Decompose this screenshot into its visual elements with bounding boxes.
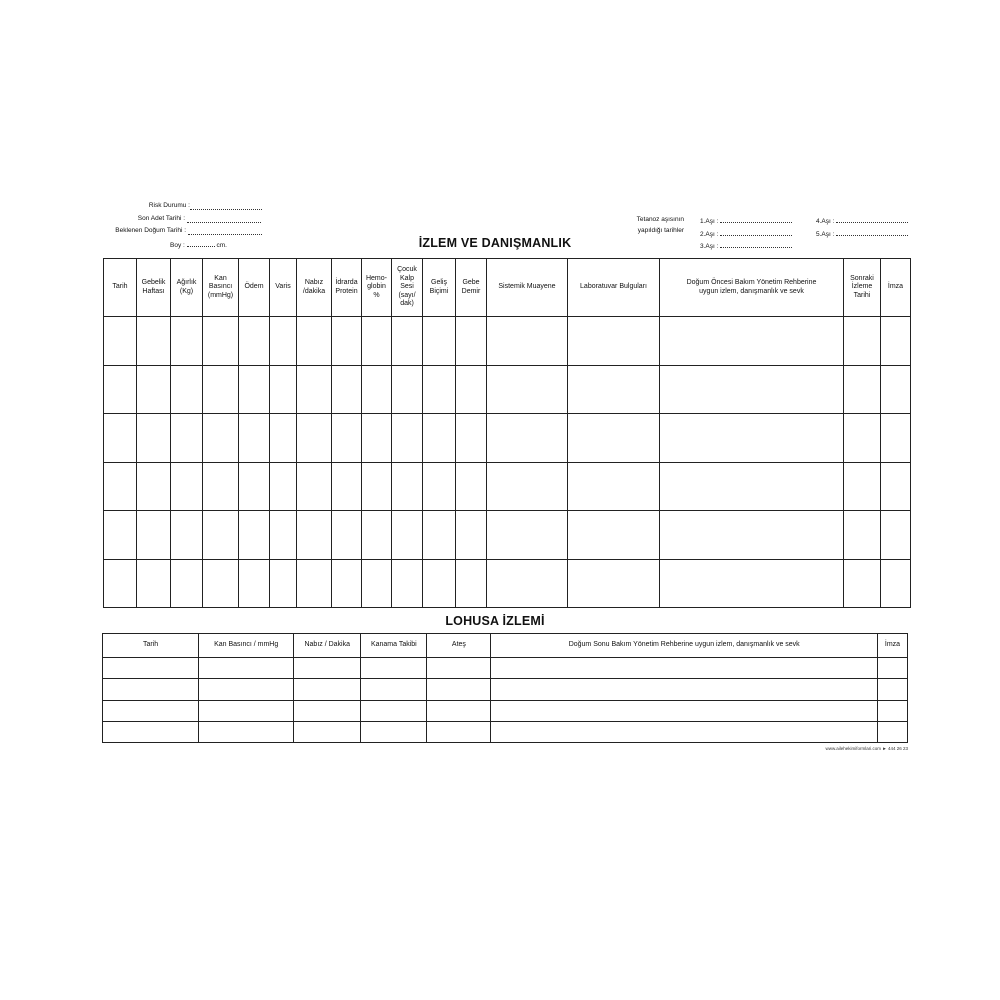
monitoring-cell[interactable] [423,414,456,463]
monitoring-cell[interactable] [487,511,568,560]
postpartum-cell[interactable] [361,721,427,742]
monitoring-cell[interactable] [487,559,568,608]
dose5-label: 5.Aşı : [816,231,835,238]
monitoring-cell[interactable] [297,462,332,511]
last-period-field [100,215,185,223]
monitoring-cell[interactable] [392,365,423,414]
postpartum-cell[interactable] [294,700,361,721]
postpartum-cell[interactable] [103,658,199,679]
monitoring-col-header-line: Ağırlık [176,279,197,286]
monitoring-col-header-line: Haftası [142,287,165,295]
monitoring-cell[interactable] [660,365,844,414]
monitoring-col-header-line: Gebelik [141,279,166,286]
monitoring-cell[interactable] [137,511,171,560]
monitoring-row [104,559,911,608]
postpartum-body [103,658,908,743]
monitoring-cell[interactable] [104,559,137,608]
postpartum-cell[interactable] [877,721,907,742]
monitoring-cell[interactable] [362,365,392,414]
monitoring-cell[interactable] [297,365,332,414]
monitoring-cell[interactable] [171,462,203,511]
monitoring-cell[interactable] [332,317,362,366]
monitoring-cell[interactable] [456,511,487,560]
postpartum-table [102,633,908,743]
monitoring-cell[interactable] [137,559,171,608]
expected-birth-dotted-line [188,228,262,235]
monitoring-col-header-line: Demir [461,287,481,295]
monitoring-cell[interactable] [568,317,660,366]
monitoring-cell[interactable] [137,414,171,463]
monitoring-row [104,511,911,560]
monitoring-col-header [362,259,392,317]
monitoring-cell[interactable] [423,559,456,608]
monitoring-cell[interactable] [171,317,203,366]
height-unit: cm. [216,242,227,249]
monitoring-cell[interactable] [171,559,203,608]
monitoring-table [103,258,911,608]
postpartum-cell[interactable] [361,700,427,721]
monitoring-cell[interactable] [844,462,881,511]
postpartum-header-row [103,634,908,658]
postpartum-col-header: Kan Basıncı / mmHg [199,634,294,658]
monitoring-cell[interactable] [239,462,270,511]
expected-birth-field [90,227,186,235]
postpartum-cell[interactable] [361,658,427,679]
postpartum-cell[interactable] [294,658,361,679]
monitoring-col-header-line: /dakika [302,287,326,295]
monitoring-col-header-line: Tarih [112,283,128,291]
monitoring-cell[interactable] [844,511,881,560]
monitoring-col-header [660,259,844,317]
monitoring-cell[interactable] [137,365,171,414]
monitoring-cell[interactable] [270,462,297,511]
monitoring-col-header [239,259,270,317]
postpartum-col-header: Tarih [103,634,199,658]
monitoring-body [104,317,911,608]
monitoring-cell[interactable] [239,317,270,366]
monitoring-cell[interactable] [392,414,423,463]
monitoring-col-header-line: Kalp [399,274,414,282]
monitoring-cell[interactable] [568,365,660,414]
postpartum-cell[interactable] [427,658,491,679]
monitoring-cell[interactable] [881,559,911,608]
monitoring-cell[interactable] [297,317,332,366]
monitoring-cell[interactable] [297,511,332,560]
monitoring-cell[interactable] [881,511,911,560]
monitoring-cell[interactable] [332,414,362,463]
monitoring-col-header-line: İzleme [851,283,873,291]
monitoring-cell[interactable] [332,462,362,511]
monitoring-cell[interactable] [239,559,270,608]
monitoring-col-header-line: uygun izlem, danışmanlık ve sevk [699,287,804,295]
dose4-dotted-line [836,216,908,223]
monitoring-col-header-line: Biçimi [429,287,449,295]
dose4-field [816,216,908,226]
monitoring-cell[interactable] [332,511,362,560]
monitoring-cell[interactable] [362,559,392,608]
postpartum-cell[interactable] [877,700,907,721]
monitoring-cell[interactable] [362,317,392,366]
monitoring-cell[interactable] [660,511,844,560]
postpartum-col-header: Nabız / Dakika [294,634,361,658]
monitoring-col-header-line: Basıncı [208,283,233,291]
monitoring-col-header-line: (sayı/ [398,291,416,299]
monitoring-col-header [881,259,911,317]
postpartum-col-header: İmza [877,634,907,658]
monitoring-cell[interactable] [844,414,881,463]
monitoring-cell[interactable] [137,462,171,511]
monitoring-col-header [297,259,332,317]
expected-birth-label: Beklenen Doğum Tarihi : [115,227,186,234]
monitoring-cell[interactable] [881,365,911,414]
monitoring-cell[interactable] [171,414,203,463]
postpartum-cell[interactable] [427,721,491,742]
monitoring-cell[interactable] [203,559,239,608]
monitoring-cell[interactable] [203,462,239,511]
monitoring-cell[interactable] [332,365,362,414]
monitoring-cell[interactable] [137,317,171,366]
monitoring-cell[interactable] [297,414,332,463]
monitoring-cell[interactable] [270,317,297,366]
risk-field [100,202,190,210]
monitoring-col-header-line: Sesi [400,283,414,291]
postpartum-cell[interactable] [491,721,877,742]
monitoring-cell[interactable] [423,317,456,366]
monitoring-cell[interactable] [392,462,423,511]
monitoring-cell[interactable] [456,559,487,608]
monitoring-cell[interactable] [239,414,270,463]
monitoring-col-header [171,259,203,317]
monitoring-cell[interactable] [203,511,239,560]
monitoring-col-header-line: (Kg) [179,287,194,295]
monitoring-cell[interactable] [844,365,881,414]
postpartum-cell[interactable] [103,679,199,700]
postpartum-cell[interactable] [199,721,294,742]
monitoring-cell[interactable] [844,317,881,366]
monitoring-col-header-line: (mmHg) [207,291,234,299]
postpartum-cell[interactable] [103,700,199,721]
monitoring-cell[interactable] [362,414,392,463]
postpartum-cell[interactable] [199,679,294,700]
monitoring-cell[interactable] [423,462,456,511]
postpartum-row [103,658,908,679]
monitoring-cell[interactable] [104,511,137,560]
postpartum-cell[interactable] [427,679,491,700]
postpartum-cell[interactable] [361,679,427,700]
monitoring-col-header-line: Protein [335,287,358,295]
monitoring-cell[interactable] [487,365,568,414]
monitoring-cell[interactable] [660,317,844,366]
monitoring-cell[interactable] [171,365,203,414]
postpartum-cell[interactable] [877,679,907,700]
dose4-label: 4.Aşı : [816,218,835,225]
monitoring-cell[interactable] [881,462,911,511]
monitoring-cell[interactable] [660,414,844,463]
monitoring-col-header-line: Tarihi [853,291,871,299]
monitoring-col-header-line: İmza [887,283,904,291]
monitoring-col-header-line: dak) [400,300,414,308]
monitoring-row [104,462,911,511]
monitoring-col-header-line: Kan [214,274,227,282]
postpartum-cell[interactable] [103,721,199,742]
monitoring-cell[interactable] [456,414,487,463]
monitoring-cell[interactable] [881,414,911,463]
monitoring-col-header-line: % [373,291,380,299]
monitoring-cell[interactable] [568,511,660,560]
tetanus-label-line1: Tetanoz aşısının [636,216,684,223]
monitoring-row [104,317,911,366]
monitoring-cell[interactable] [568,462,660,511]
monitoring-col-header [104,259,137,317]
monitoring-col-header-line: Ödem [244,283,264,291]
monitoring-row [104,414,911,463]
last-period-dotted-line [187,216,261,223]
monitoring-cell[interactable] [239,511,270,560]
monitoring-col-header-line: Hemo- [365,274,387,282]
monitoring-col-header [332,259,362,317]
monitoring-col-header [423,259,456,317]
monitoring-col-header [270,259,297,317]
monitoring-cell[interactable] [332,559,362,608]
monitoring-cell[interactable] [456,317,487,366]
monitoring-cell[interactable] [392,317,423,366]
postpartum-title: LOHUSA İZLEMİ [445,614,545,628]
dose2-dotted-line [720,229,792,236]
footer-text: www.ailehekimiformlari.com ► 444 26 23 [825,746,908,751]
monitoring-cell[interactable] [203,414,239,463]
monitoring-cell[interactable] [392,511,423,560]
monitoring-cell[interactable] [104,462,137,511]
postpartum-cell[interactable] [294,679,361,700]
monitoring-col-header-line: Geliş [431,279,447,286]
height-label: Boy : [170,242,185,249]
postpartum-cell[interactable] [491,679,877,700]
monitoring-cell[interactable] [568,414,660,463]
monitoring-cell[interactable] [297,559,332,608]
monitoring-col-header-line: İdrarda [335,279,358,286]
risk-dotted-line [190,203,262,210]
postpartum-cell[interactable] [427,700,491,721]
monitoring-row [104,365,911,414]
monitoring-cell[interactable] [203,365,239,414]
monitoring-col-header-line: Gebe [462,279,480,286]
risk-label: Risk Durumu : [148,202,190,209]
postpartum-row [103,721,908,742]
monitoring-cell[interactable] [104,365,137,414]
monitoring-cell[interactable] [487,317,568,366]
monitoring-cell[interactable] [660,559,844,608]
monitoring-col-header [456,259,487,317]
monitoring-col-header-line: Sistemik Muayene [498,283,556,291]
monitoring-cell[interactable] [270,559,297,608]
postpartum-cell[interactable] [491,700,877,721]
postpartum-row [103,679,908,700]
monitoring-cell[interactable] [844,559,881,608]
monitoring-cell[interactable] [270,511,297,560]
postpartum-cell[interactable] [294,721,361,742]
monitoring-cell[interactable] [456,365,487,414]
monitoring-cell[interactable] [487,414,568,463]
tetanus-label [600,214,684,236]
monitoring-title: İZLEM VE DANIŞMANLIK [418,236,572,250]
monitoring-col-header-line: Nabız [304,279,324,286]
monitoring-cell[interactable] [171,511,203,560]
monitoring-header-row [104,259,911,317]
postpartum-cell[interactable] [491,658,877,679]
monitoring-cell[interactable] [104,414,137,463]
monitoring-col-header [487,259,568,317]
monitoring-cell[interactable] [456,462,487,511]
dose3-label: 3.Aşı : [700,243,719,250]
postpartum-col-header: Ateş [427,634,491,658]
monitoring-cell[interactable] [568,559,660,608]
postpartum-cell[interactable] [199,658,294,679]
monitoring-cell[interactable] [104,317,137,366]
dose5-dotted-line [836,229,908,236]
monitoring-cell[interactable] [203,317,239,366]
monitoring-col-header [568,259,660,317]
postpartum-cell[interactable] [877,658,907,679]
dose1-dotted-line [720,216,792,223]
monitoring-col-header-line: globin [367,283,386,291]
monitoring-cell[interactable] [362,462,392,511]
monitoring-col-header-line: Sonraki [850,274,874,282]
tetanus-label-line2: yapıldığı tarihler [637,227,684,234]
monitoring-cell[interactable] [270,414,297,463]
monitoring-cell[interactable] [362,511,392,560]
postpartum-row [103,700,908,721]
postpartum-col-header: Doğum Sonu Bakım Yönetim Rehberine uygun izlem, danışmanlık ve sevk [491,634,877,658]
monitoring-col-header-line: Doğum Öncesi Bakım Yönetim Rehberine [686,279,817,286]
monitoring-cell[interactable] [881,317,911,366]
monitoring-col-header-line: Varis [275,283,291,291]
monitoring-cell[interactable] [239,365,270,414]
monitoring-col-header-line: Laboratuvar Bulguları [580,283,647,291]
monitoring-cell[interactable] [270,365,297,414]
monitoring-cell[interactable] [392,559,423,608]
monitoring-col-header [392,259,423,317]
dose1-field [700,216,792,226]
monitoring-col-header-line: Çocuk [397,266,417,274]
monitoring-col-header [844,259,881,317]
monitoring-cell[interactable] [423,511,456,560]
monitoring-col-header [137,259,171,317]
dose2-label: 2.Aşı : [700,231,719,238]
last-period-label: Son Adet Tarihi : [137,215,185,222]
monitoring-cell[interactable] [660,462,844,511]
monitoring-col-header [203,259,239,317]
monitoring-cell[interactable] [487,462,568,511]
postpartum-cell[interactable] [199,700,294,721]
postpartum-col-header: Kanama Takibi [361,634,427,658]
monitoring-cell[interactable] [423,365,456,414]
dose1-label: 1.Aşı : [700,218,719,225]
